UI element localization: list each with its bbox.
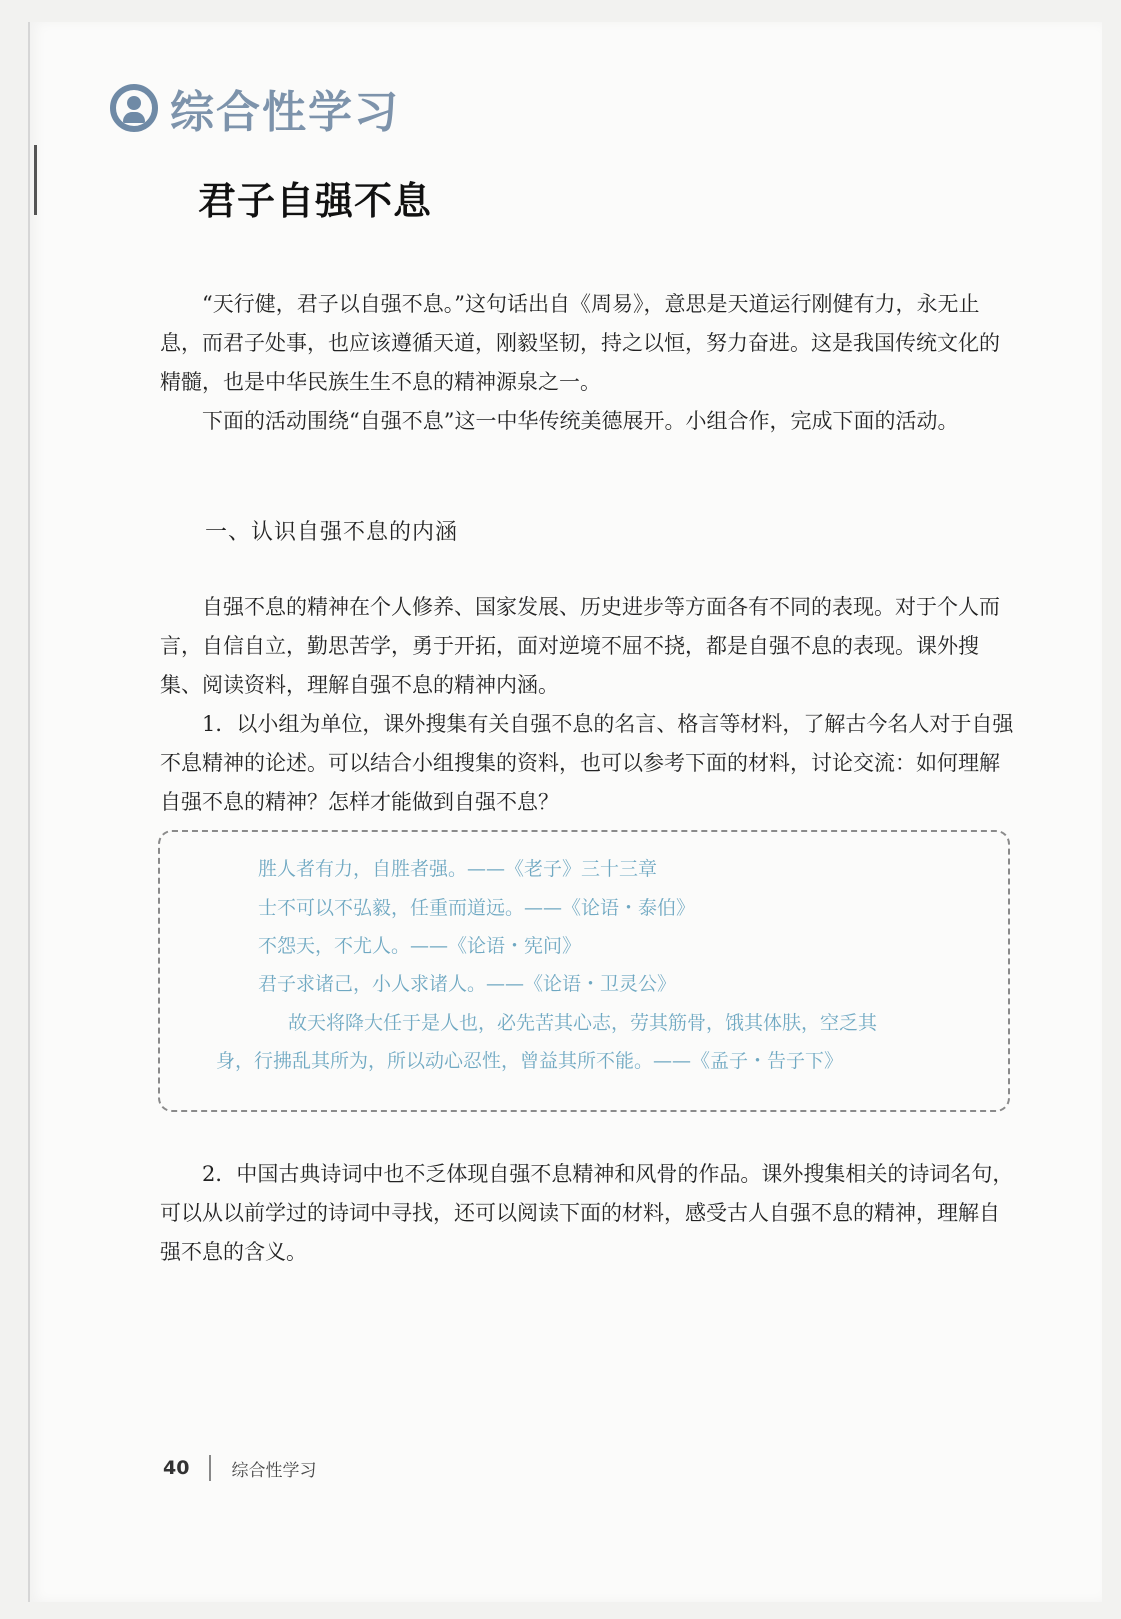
part1-heading: 一、认识自强不息的内涵 [205, 520, 459, 545]
page-footer [163, 1455, 316, 1481]
intro-paragraph-2: 下面的活动围绕“自强不息”这一中华传统美德展开。小组合作，完成下面的活动。 [202, 409, 959, 433]
part1-paragraph-2: 1．以小组为单位，课外搜集有关自强不息的名言、格言等材料，了解古今名人对于自强不息精神的论述。可以结合小组搜集的资料，也可以参考下面的材料，讨论交流：如何理解自强不息的精神？怎样才能做到自强不息？ [160, 712, 1014, 814]
quote-line-6: 身，行拂乱其所为，所以动心忍性，曾益其所不能。——《孟子・告子下》 [216, 1050, 844, 1072]
quote-line-5: 故天将降大任于是人也，必先苦其心志，劳其筋骨，饿其体肤，空乏其 [288, 1012, 878, 1034]
intro-paragraph-1: “天行健，君子以自强不息。”这句话出自《周易》，意思是天道运行刚健有力，永无止息，而君子处事，也应该遵循天道，刚毅坚韧，持之以恒，努力奋进。这是我国传统文化的精髓，也是中华民族生生不息的精神源泉之一。 [160, 292, 1000, 394]
quote-line-4: 君子求诸己，小人求诸人。——《论语・卫灵公》 [258, 973, 677, 995]
quote-line-2: 士不可以不弘毅，任重而道远。——《论语・泰伯》 [258, 897, 696, 919]
part1-paragraph-3: 2．中国古典诗词中也不乏体现自强不息精神和风骨的作品。课外搜集相关的诗词名句，可以从以前学过的诗词中寻找，还可以阅读下面的材料，感受古人自强不息的精神，理解自强不息的含义。 [160, 1162, 1014, 1264]
person-circle-icon [110, 84, 158, 132]
page-number: 40 [163, 1457, 190, 1479]
section-header [110, 78, 400, 138]
spine-mark [34, 145, 37, 215]
part1-paragraph-1: 自强不息的精神在个人修养、国家发展、历史进步等方面各有不同的表现。对于个人而言，自信自立，勤思苦学，勇于开拓，面对逆境不屈不挠，都是自强不息的表现。课外搜集、阅读资料，理解自强不息的精神内涵。 [160, 595, 1000, 697]
quote-line-1: 胜人者有力，自胜者强。——《老子》三十三章 [258, 858, 658, 880]
quote-line-3: 不怨天，不尤人。——《论语・宪问》 [258, 935, 582, 957]
lesson-title: 君子自强不息 [198, 178, 433, 223]
footer-label: 综合性学习 [231, 1460, 317, 1481]
section-title: 综合性学习 [170, 87, 400, 138]
footer-divider [209, 1455, 211, 1481]
